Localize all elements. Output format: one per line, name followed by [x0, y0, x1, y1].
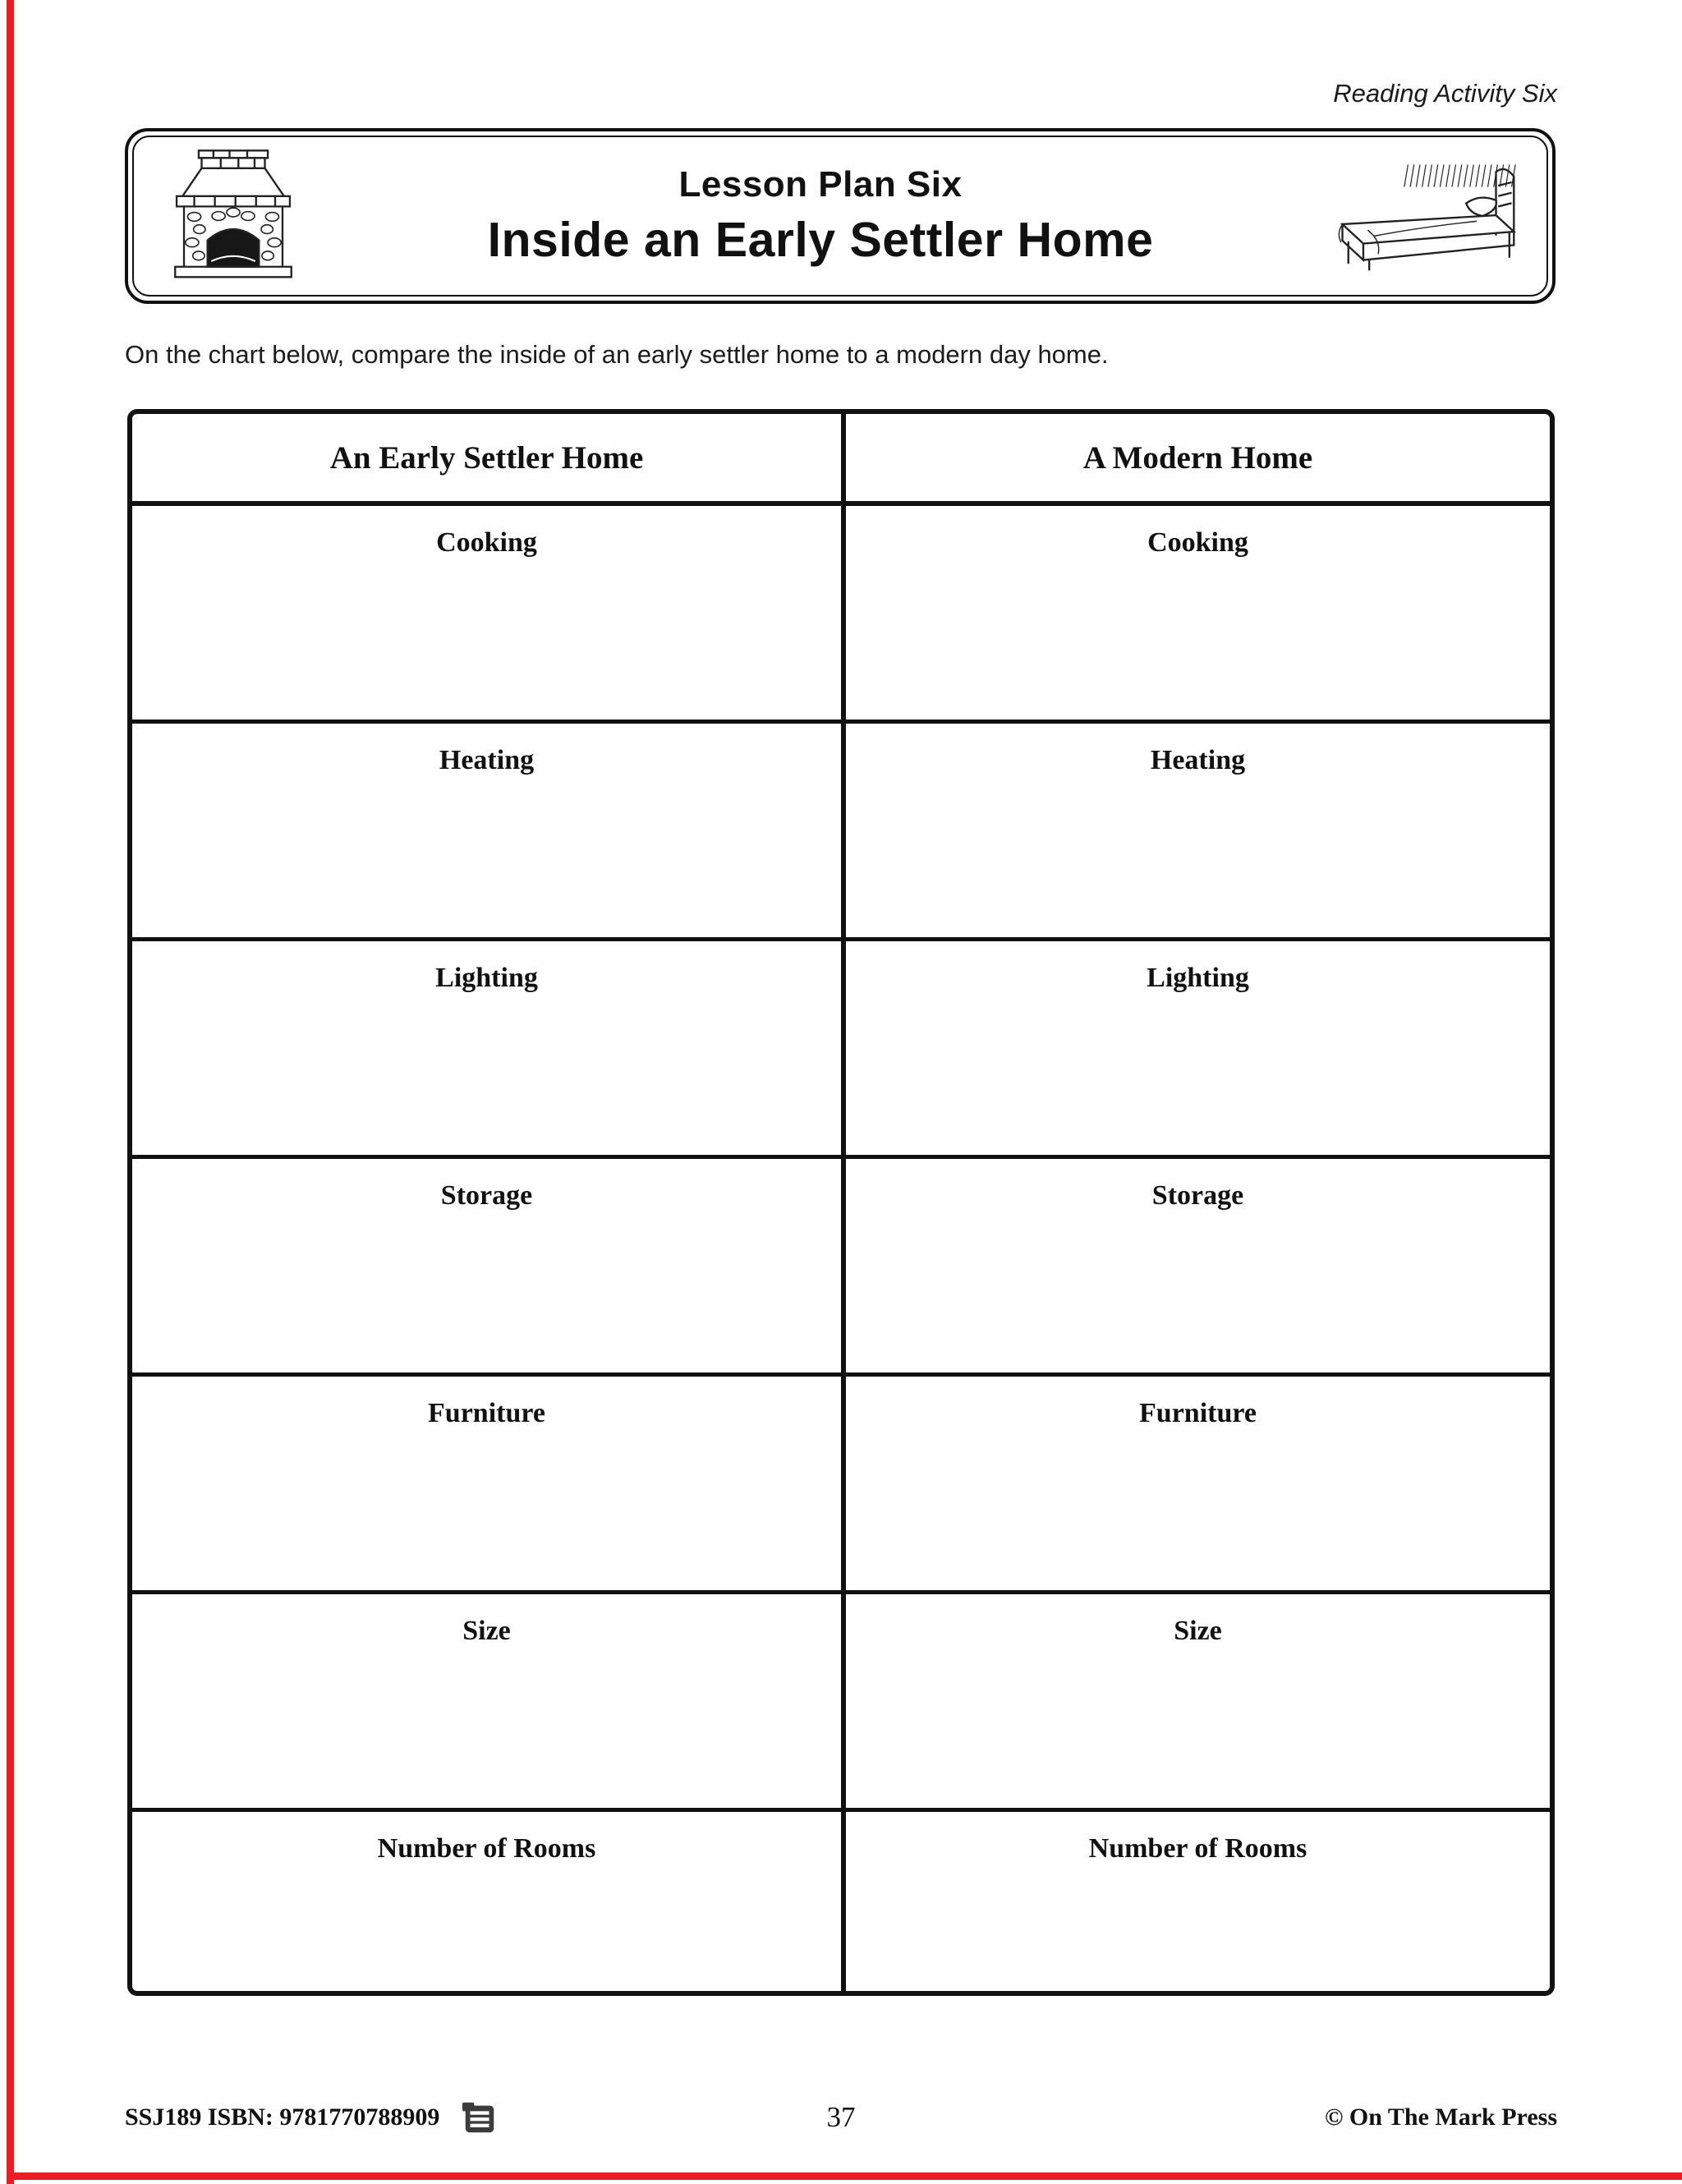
footer-left-group: [125, 2099, 499, 2136]
table-row: [132, 1594, 1550, 1812]
row-label-heating-early: Heating: [439, 745, 535, 775]
footer-isbn: SSJ189 ISBN: 9781770788909: [125, 2104, 440, 2131]
page-edge-left: [7, 0, 14, 2184]
header-titles: [310, 164, 1330, 268]
corner-note: Reading Activity Six: [1333, 79, 1557, 108]
table-row: [132, 1159, 1550, 1377]
bed-icon: [1330, 159, 1524, 273]
instruction-text: On the chart below, compare the inside of an early settler home to a modern day home.: [125, 340, 1109, 369]
row-label-cooking-modern: Cooking: [841, 506, 1550, 720]
table-row: [132, 941, 1550, 1159]
page-number: 37: [826, 2101, 856, 2133]
row-label-lighting-modern: Lighting: [841, 941, 1550, 1155]
page-footer: [125, 2093, 1557, 2142]
row-label-rooms-early: Number of Rooms: [377, 1833, 596, 1864]
column-header-modern: A Modern Home: [841, 414, 1550, 501]
row-label-cooking-early: Cooking: [436, 527, 537, 558]
row-label-size-modern: Size: [841, 1594, 1550, 1808]
table-row: [132, 724, 1550, 941]
lesson-plan-title: Lesson Plan Six: [678, 164, 963, 205]
page-edge-bottom: [7, 2173, 1682, 2180]
row-label-storage-early: Storage: [440, 1180, 533, 1211]
row-label-size-early: Size: [462, 1616, 511, 1646]
row-label-lighting-early: Lighting: [435, 963, 538, 993]
table-row: [132, 506, 1550, 724]
row-label-storage-modern: Storage: [841, 1159, 1550, 1372]
row-label-heating-modern: Heating: [841, 724, 1550, 937]
footer-copyright: © On The Mark Press: [1325, 2104, 1557, 2131]
table-row: [132, 1377, 1550, 1594]
row-label-rooms-modern: Number of Rooms: [841, 1812, 1550, 1991]
comparison-table: [127, 409, 1555, 1996]
header-box: [125, 128, 1556, 304]
row-label-furniture-early: Furniture: [428, 1398, 545, 1428]
table-header-row: [132, 414, 1550, 506]
page-title: Inside an Early Settler Home: [487, 213, 1154, 267]
fireplace-icon: [156, 144, 310, 288]
table-row: [132, 1812, 1550, 1991]
row-label-furniture-modern: Furniture: [841, 1377, 1550, 1590]
column-header-early-settler: An Early Settler Home: [329, 439, 644, 476]
press-logo-icon: [461, 2099, 499, 2136]
